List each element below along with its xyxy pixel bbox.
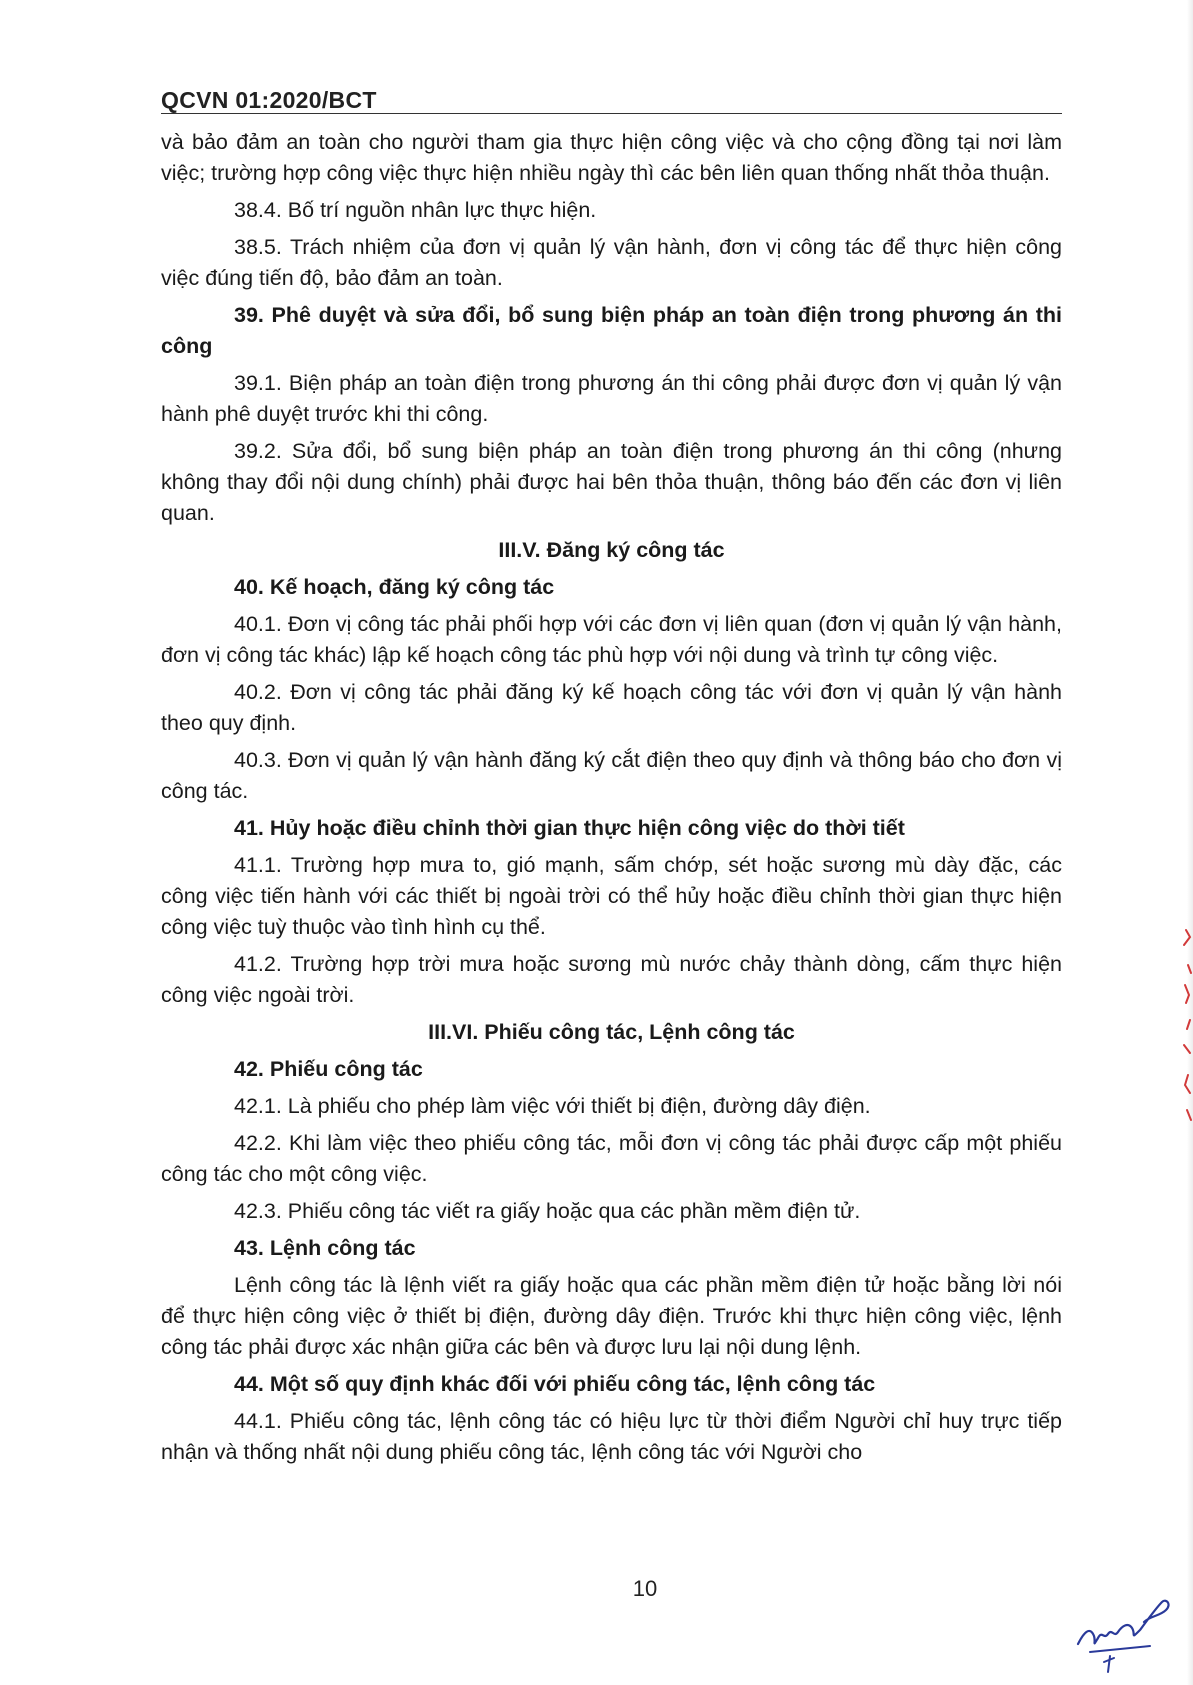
scan-edge-shadow — [1187, 0, 1193, 1685]
paragraph-41-1: 41.1. Trường hợp mưa to, gió mạnh, sấm chớp, sét hoặc sương mù dày đặc, các công việc tiến hành với các thiết bị ngoài trời có thể hủy hoặc điều chỉnh thời gian thực hiện công việc tuỳ thuộc vào tình hình cụ thể. — [161, 853, 1062, 939]
heading-article-43: 43. Lệnh công tác — [234, 1236, 416, 1260]
heading-article-39: 39. Phê duyệt và sửa đổi, bổ sung biện pháp an toàn điện trong phương án thi công — [161, 303, 1062, 358]
paragraph-41-2: 41.2. Trường hợp trời mưa hoặc sương mù nước chảy thành dòng, cấm thực hiện công việc ngoài trời. — [161, 952, 1062, 1007]
paragraph-40-3: 40.3. Đơn vị quản lý vận hành đăng ký cắt điện theo quy định và thông báo cho đơn vị công tác. — [161, 748, 1062, 803]
paragraph-40-1: 40.1. Đơn vị công tác phải phối hợp với các đơn vị liên quan (đơn vị quản lý vận hành, đơn vị công tác khác) lập kế hoạch công tác phù hợp với nội dung và trình tự công việc. — [161, 612, 1062, 667]
paragraph-continuation: và bảo đảm an toàn cho người tham gia thực hiện công việc và cho cộng đồng tại nơi làm việc; trường hợp công việc thực hiện nhiều ngày thì các bên liên quan thống nhất thỏa thuận. — [161, 130, 1062, 185]
signature-icon — [1070, 1592, 1190, 1682]
document-code: QCVN 01:2020/BCT — [161, 87, 377, 113]
section-heading-III-V: III.V. Đăng ký công tác — [498, 538, 725, 562]
paragraph-38-5: 38.5. Trách nhiệm của đơn vị quản lý vận hành, đơn vị công tác để thực hiện công việc đúng tiến độ, bảo đảm an toàn. — [161, 235, 1062, 290]
paragraph-44-1: 44.1. Phiếu công tác, lệnh công tác có hiệu lực từ thời điểm Người chỉ huy trực tiếp nhận và thống nhất nội dung phiếu công tác, lệnh công tác với Người cho — [161, 1409, 1062, 1464]
paragraph-39-2: 39.2. Sửa đổi, bổ sung biện pháp an toàn điện trong phương án thi công (nhưng không thay đổi nội dung chính) phải được hai bên thỏa thuận, thông báo đến các đơn vị liên quan. — [161, 439, 1062, 525]
section-heading-III-VI: III.VI. Phiếu công tác, Lệnh công tác — [428, 1020, 795, 1044]
page-number: 10 — [632, 1576, 658, 1601]
header-rule — [161, 113, 1062, 114]
heading-article-40: 40. Kế hoạch, đăng ký công tác — [234, 575, 555, 599]
paragraph-38-4: 38.4. Bố trí nguồn nhân lực thực hiện. — [234, 198, 597, 222]
heading-article-41: 41. Hủy hoặc điều chỉnh thời gian thực hiện công việc do thời tiết — [234, 816, 905, 840]
document-body — [161, 127, 1062, 1474]
page-header — [161, 87, 1062, 113]
paragraph-40-2: 40.2. Đơn vị công tác phải đăng ký kế hoạch công tác với đơn vị quản lý vận hành theo quy định. — [161, 680, 1062, 735]
paragraph-39-1: 39.1. Biện pháp an toàn điện trong phương án thi công phải được đơn vị quản lý vận hành phê duyệt trước khi thi công. — [161, 371, 1062, 426]
paragraph-42-1: 42.1. Là phiếu cho phép làm việc với thiết bị điện, đường dây điện. — [234, 1094, 871, 1118]
stamp-icon — [1172, 925, 1193, 1125]
paragraph-42-2: 42.2. Khi làm việc theo phiếu công tác, mỗi đơn vị công tác phải được cấp một phiếu công tác cho một công việc. — [161, 1131, 1062, 1186]
heading-article-44: 44. Một số quy định khác đối với phiếu công tác, lệnh công tác — [234, 1372, 876, 1396]
heading-article-42: 42. Phiếu công tác — [234, 1057, 423, 1081]
paragraph-42-3: 42.3. Phiếu công tác viết ra giấy hoặc qua các phần mềm điện tử. — [234, 1199, 861, 1223]
paragraph-43: Lệnh công tác là lệnh viết ra giấy hoặc qua các phần mềm điện tử hoặc bằng lời nói để thực hiện công việc ở thiết bị điện, đường dây điện. Trước khi thực hiện công việc, lệnh công tác phải được xác nhận giữa các bên và được lưu lại nội dung lệnh. — [161, 1273, 1062, 1359]
